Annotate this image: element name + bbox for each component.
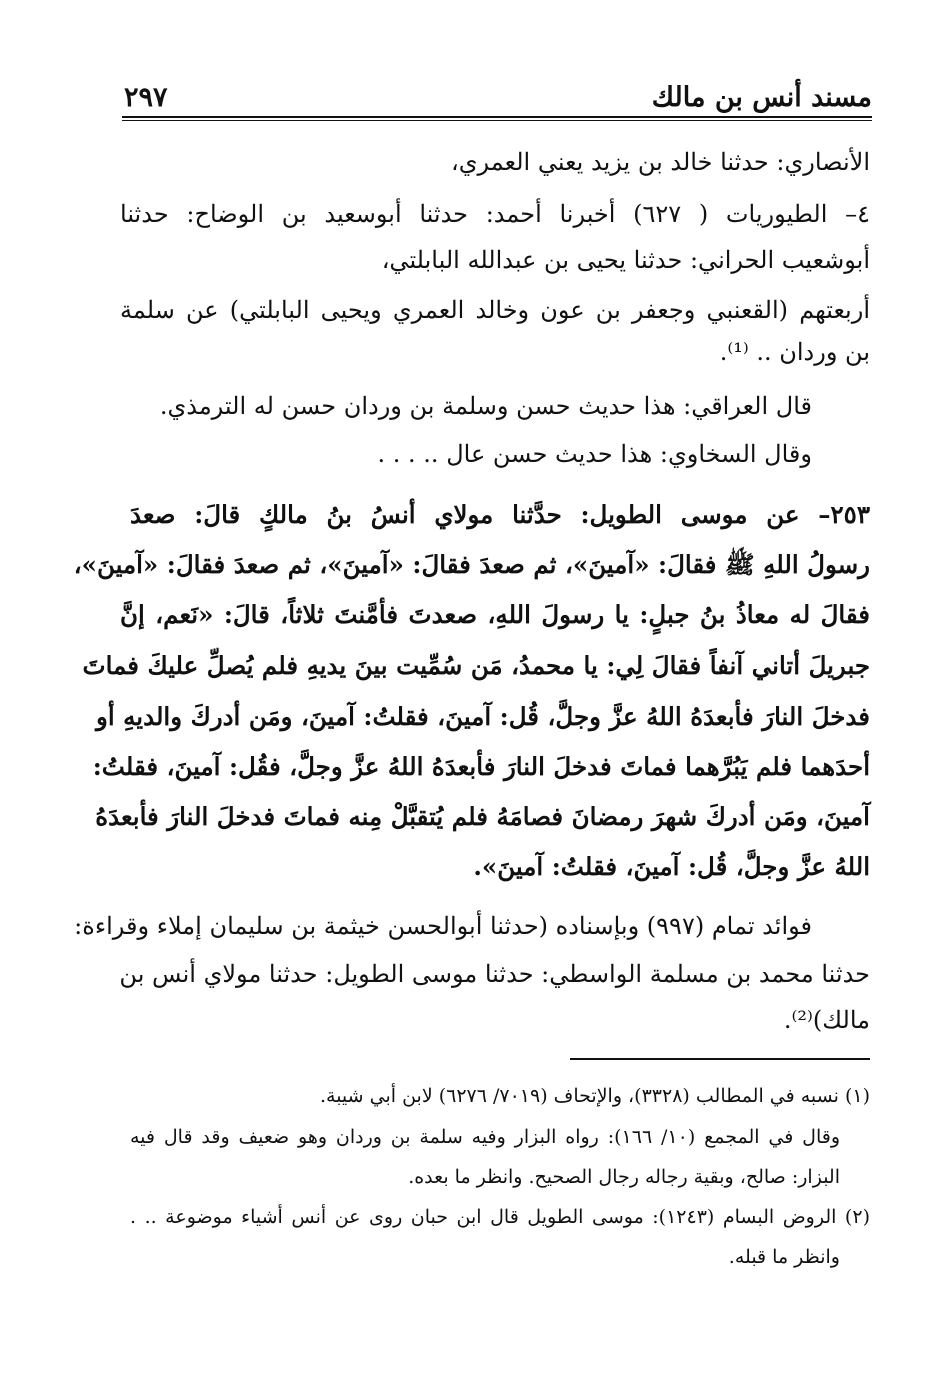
text-line: الأنصاري: حدثنا خالد بن يزيد يعني العمري،: [451, 148, 870, 176]
footnote-line: وقال في المجمع (١٠/ ١٦٦): رواه البزار وفيه سلمة بن وردان وهو ضعيف وقد قال فيه: [130, 1126, 841, 1148]
hadith-line: آمينَ، ومَن أدركَ شهرَ رمضانَ فصامَهُ فلم يُتقبَّلْ مِنه فماتَ فدخلَ النارَ فأبعدَهُ: [95, 802, 870, 831]
text-line: مالك)⁽²⁾.: [783, 1006, 870, 1034]
header-rule: [122, 116, 872, 118]
hadith-line: فقالَ له معاذُ بنُ جبلٍ: يا رسولَ اللهِ، صعدتَ فأمَّنتَ ثلاثاً، قالَ: «نَعم، إنَّ: [120, 600, 870, 629]
footnote-line: (٢) الروض البسام (١٢٤٣): موسى الطويل قال ابن حبان روى عن أنس أشياء موضوعة .. .: [130, 1206, 870, 1228]
hadith-line: جبريلَ أتاني آنفاً فقالَ لِي: يا محمدُ، مَن سُمِّيت بينَ يديهِ فلم يُصلِّ عليكَ فماتَ: [82, 651, 870, 680]
hadith-line: أحدَهما فلم يَبُرَّهما فماتَ فدخلَ النارَ فأبعدَهُ اللهُ عزَّ وجلَّ، فقُل: آمينَ، فقلتُ:: [92, 752, 870, 781]
running-header: [122, 78, 872, 122]
text-line: وقال السخاوي: هذا حديث حسن عال .. . . .: [377, 440, 812, 468]
text-line: أبوشعيب الحراني: حدثنا يحيى بن عبدالله البابلتي،: [381, 246, 870, 274]
header-title: مسند أنس بن مالك: [651, 82, 872, 113]
hadith-line: فدخلَ النارَ فأبعدَهُ اللهُ عزَّ وجلَّ، قُل: آمينَ، فقلتُ: آمينَ، ومَن أدركَ والديهِ أو: [95, 702, 870, 731]
hadith-line: ٢٥٣– عن موسى الطويل: حدَّثنا مولاي أنسُ بنُ مالكٍ قالَ: صعدَ: [130, 500, 870, 529]
text-line: حدثنا محمد بن مسلمة الواسطي: حدثنا موسى الطويل: حدثنا مولاي أنس بن: [119, 960, 870, 988]
text-line: فوائد تمام (٩٩٧) وبإسناده (حدثنا أبوالحسن خيثمة بن سليمان إملاء وقراءة:: [74, 912, 812, 940]
footnote-line: (١) نسبه في المطالب (٣٣٢٨)، والإتحاف (٧٠١٩/ ٦٢٧٦) لابن أبي شيبة.: [319, 1085, 870, 1107]
text-line: ٤– الطيوريات ( ٦٢٧) أخبرنا أحمد: حدثنا أبوسعيد بن الوضاح: حدثنا: [120, 200, 871, 228]
footnote-line: البزار: صالح، وبقية رجاله رجال الصحيح. وانظر ما بعده.: [408, 1166, 840, 1188]
footnote-separator: [570, 1058, 870, 1060]
text-line: بن وردان .. ⁽¹⁾.: [719, 338, 870, 366]
header-rule-thin: [122, 120, 872, 121]
hadith-line: رسولُ اللهِ ﷺ فقالَ: «آمينَ»، ثم صعدَ فقالَ: «آمينَ»، ثم صعدَ فقالَ: «آمينَ»،: [73, 550, 870, 579]
text-line: قال العراقي: هذا حديث حسن وسلمة بن وردان حسن له الترمذي.: [159, 392, 812, 420]
hadith-line: اللهُ عزَّ وجلَّ، قُل: آمينَ، فقلتُ: آمينَ».: [473, 852, 870, 881]
text-line: أربعتهم (القعنبي وجعفر بن عون وخالد العمري ويحيى البابلتي) عن سلمة: [120, 296, 870, 324]
page-number: ٢٩٧: [124, 82, 168, 113]
footnote-line: وانظر ما قبله.: [728, 1246, 840, 1268]
